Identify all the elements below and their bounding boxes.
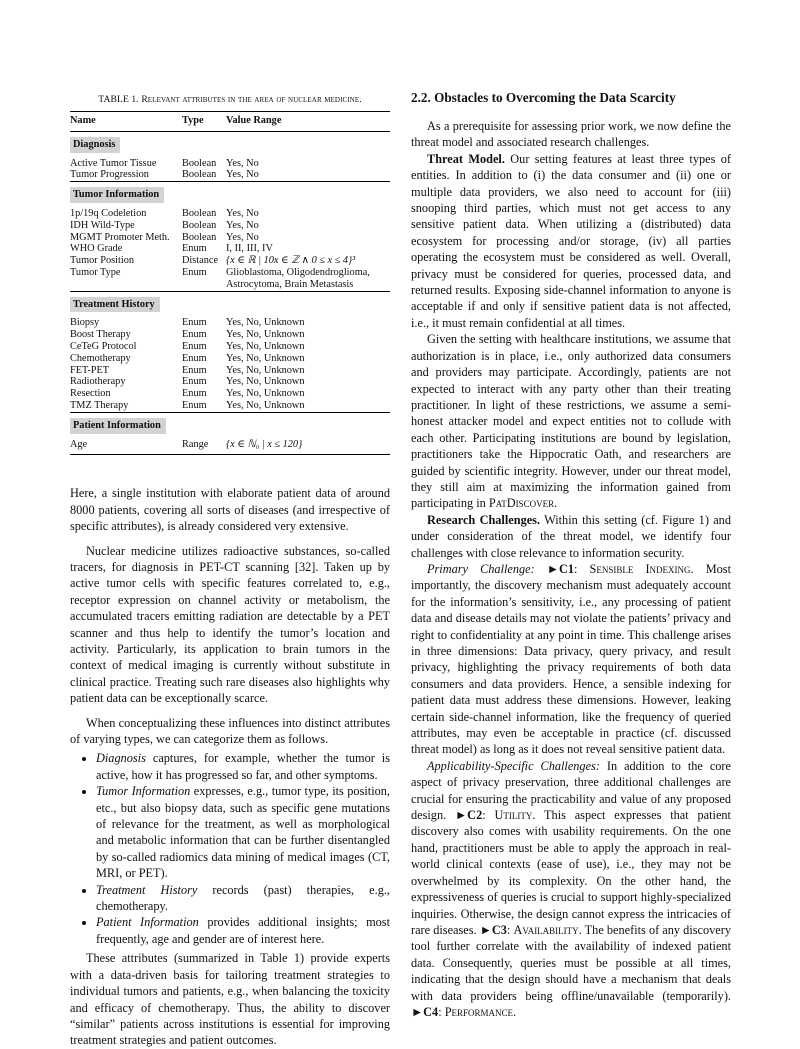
table-row: TMZ Therapy Enum Yes, No, Unknown <box>70 399 305 411</box>
table-row: Boost Therapy Enum Yes, No, Unknown <box>70 329 305 341</box>
section-row-diagnosis <box>70 131 390 157</box>
attributes-table <box>70 111 390 455</box>
table-row: Biopsy Enum Yes, No, Unknown <box>70 317 305 329</box>
paragraph: When conceptualizing these influences into distinct attributes of varying types, we can categorize them as follows. <box>70 715 390 747</box>
left-column <box>70 88 390 1049</box>
paragraph: Given the setting with healthcare institutions, we assume that authorization is in place, i.e., only authorized data consumers and providers may participate. Accordingly, patients are not expected to interact with any party other than their treating practitioner. In light of these restrictions, we assume a semi-honest attacker model and expect entities not to collude with each other. Participating institutions are bound by legislation, practitioners take the Hippocratic Oath, and researchers are guided by scientific integrity. However, under our threat model, they still aim at maximizing the information gained from participating in PatDiscover. <box>411 332 731 511</box>
list-item: • Tumor Information expresses, e.g., tumor type, its position, etc., but also biopsy data, such as specific gene mutations of relevance for the treatment, as well as morphological and metabolic information that can be further disentangled by so-called radiomics data mining of medical images (CT, MRI, or PET). <box>96 783 390 881</box>
table-row: Tumor Position Distance {x ∈ ℝ | 10x ∈ ℤ ∧ 0 ≤ x ≤ 4}³ <box>70 255 356 267</box>
paragraph: Nuclear medicine utilizes radioactive substances, so-called tracers, for diagnosis in PET-CT scanning [32]. Taken up by active tumor cells with specific features correlated to, e.g., receptor expression on channel activity or metabolism, the accumulated tracers emitting radiation are detectable by a PET scanner and thus help to identify the tumor’s location and activity. Particularly, its application to brain tumors in the context of medical imaging is currently without substitute in clinical practice. Treating such rare diseases also highlights why patient data can be exceptionally scarce. <box>70 543 390 706</box>
table-row: Active Tumor Tissue Boolean Yes, No <box>70 157 259 169</box>
paragraph: Research Challenges. Within this setting (cf. Figure 1) and under consideration of the threat model, we identify four challenges with close relevance to information security. <box>411 512 731 560</box>
section-label: Diagnosis <box>70 137 120 153</box>
section-row-treatment-history <box>70 291 390 317</box>
table-row: FET-PET Enum Yes, No, Unknown <box>70 364 305 376</box>
table-caption-text: Relevant attributes in the area of nuclear medicine. <box>141 94 362 105</box>
table-row: Chemotherapy Enum Yes, No, Unknown <box>70 352 305 364</box>
attribute-category-list <box>70 750 390 947</box>
right-column <box>411 88 731 1020</box>
section-heading: 2.2. Obstacles to Overcoming the Data Scarcity <box>411 90 676 105</box>
paragraph: As a prerequisite for assessing prior work, we now define the threat model and associated research challenges. <box>411 119 731 150</box>
table-row: CeTeG Protocol Enum Yes, No, Unknown <box>70 340 305 352</box>
header-value-range: Value Range <box>226 112 390 132</box>
table-row: Tumor Progression Boolean Yes, No <box>70 169 259 181</box>
paragraph: Threat Model. Our setting features at least three types of entities. In addition to (i) the data consumer and (ii) one or multiple data providers, we also need to account for (iii) snooping third parties, which must not get access to any sensitive patient data. When utilizing a (distributed) data ecosystem for processing and/or storage, (iv) all parties operating the ecosystem must be considered as well. Overall, privacy must be considered for queries, processed data, and returned results. Exposing side-channel information to anyone is acceptable if and only if sensitive patient data is not affected, i.e., it must remain confidential at all times. <box>411 151 731 330</box>
table-row: IDH Wild-Type Boolean Yes, No <box>70 219 259 231</box>
list-item: • Patient Information provides additional insights; most frequently, age and gender are of interest here. <box>96 914 390 947</box>
section-label: Tumor Information <box>70 187 164 203</box>
section-label: Patient Information <box>70 418 166 434</box>
section-label: Treatment History <box>70 297 160 313</box>
table-row: 1p/19q Codeletion Boolean Yes, No <box>70 207 259 219</box>
table-row: WHO Grade Enum I, II, III, IV <box>70 243 273 255</box>
section-row-patient-information <box>70 412 390 438</box>
paragraph: These attributes (summarized in Table 1) provide experts with a data-driven basis for tailoring treatment strategies to individual tumors and patients, e.g., when balancing the toxicity and efficacy of chemotherapy. Thus, the ability to discover “similar” patients across institutions is essential for improving treatment strategies and patient outcomes. <box>70 951 390 1048</box>
header-type: Type <box>182 112 226 132</box>
paragraph: Here, a single institution with elaborate patient data of around 8000 patients, covering all sorts of diseases (and irrespective of specific attributes), is already considered very extensive. <box>70 486 390 534</box>
table-caption-prefix: TABLE 1. <box>98 94 139 105</box>
table-row: Radiotherapy Enum Yes, No, Unknown <box>70 376 305 388</box>
left-body-text <box>70 485 390 1048</box>
table-body <box>70 131 390 455</box>
paragraph: Applicability-Specific Challenges: In addition to the core aspect of privacy preservation, three additional challenges are crucial for ensuring the practicability and value of any proposed design. ►C2: Utility. This aspect expresses that patient discovery also comes with usability requirements. On the one hand, practitioners must be able to apply the approach in real-world clinical contexts (ease of use), i.e., they may not be overwhelmed by its complexity. On the other hand, the expressiveness of queries is crucial to support highly-specialized inquiries. Otherwise, the design cannot express the intricacies of rare diseases. ►C3: Availability. The benefits of any discovery tool further correlate with the availability of indexed patient data. Consequently, queries must be possible at all times, indicating that the design should have a mechanism that deals with data providers being offline/unavailable (temporarily). ►C4: Performance. <box>411 758 731 1019</box>
table-row: Age Range {x ∈ ℕ₀ | x ≤ 120} <box>70 439 390 455</box>
table-caption <box>70 94 390 105</box>
table-row: Resection Enum Yes, No, Unknown <box>70 388 305 400</box>
table-row: MGMT Promoter Meth. Boolean Yes, No <box>70 231 259 243</box>
header-name: Name <box>70 112 182 132</box>
paragraph: Primary Challenge: ►C1: Sensible Indexing. Most importantly, the discovery mechanism must adequately account for the information’s sensitivity, i.e., any processing of patient data and disease details may not violate the patients’ privacy and right to confidentiality at any point in time. This challenge arises in three dimensions: Data privacy, query privacy, and result privacy, highlighting the privacy requirements of both data consumers and data providers. Hence, a sensible indexing for patient data must address these dimensions. However, leaking certain side-channel information, like the frequency of queried attributes, may even be acceptable in practice (cf. discussed threat model) as long as it does not reveal sensitive patient data. <box>411 561 731 757</box>
section-row-tumor-information <box>70 182 390 208</box>
list-item: • Treatment History records (past) therapies, e.g., chemotherapy. <box>96 882 390 915</box>
table-header-row <box>70 112 390 132</box>
table-row: Tumor Type Enum Glioblastoma, Oligodendroglioma, Astrocytoma, Brain Metastasis <box>70 266 370 290</box>
list-item: • Diagnosis captures, for example, whether the tumor is active, how it has progressed so far, and other symptoms. <box>96 750 390 783</box>
